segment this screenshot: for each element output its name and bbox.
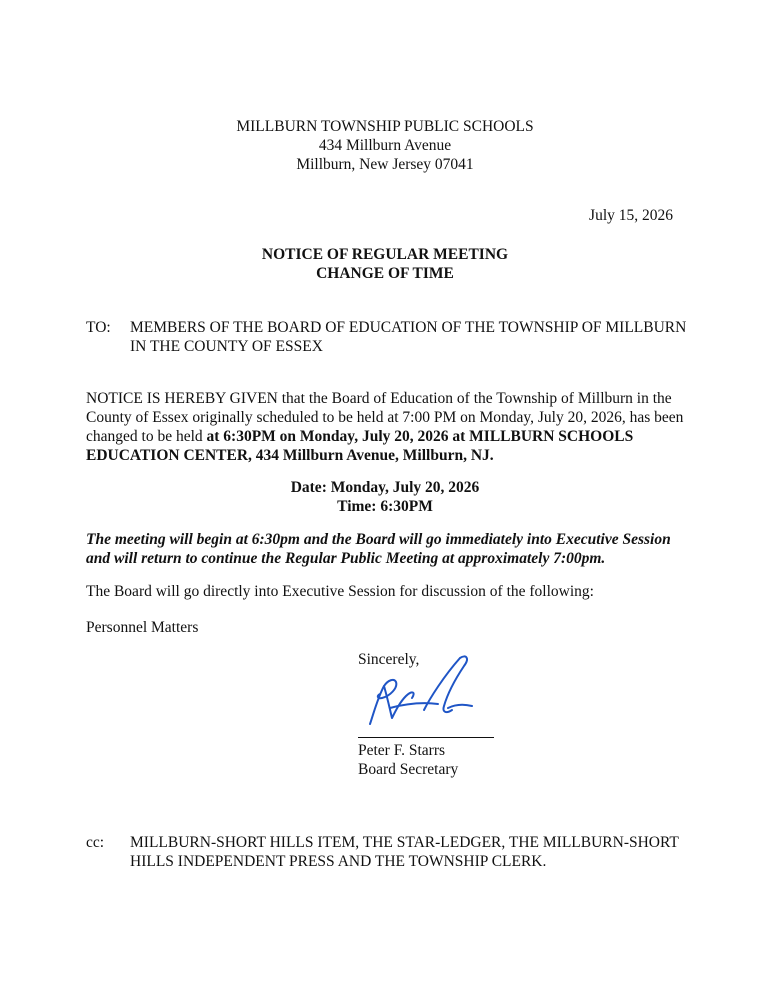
notice-paragraph — [86, 389, 686, 465]
session-intro: The Board will go directly into Executive Session for discussion of the following: — [86, 583, 594, 600]
meeting-date: Date: Monday, July 20, 2026 — [290, 479, 480, 496]
executive-note-line2: and will return to continue the Regular Public Meeting at approximately 7:00pm. — [86, 550, 606, 567]
notice-title — [0, 245, 770, 283]
executive-note — [86, 530, 686, 568]
to-line2: IN THE COUNTY OF ESSEX — [130, 338, 323, 355]
signer-block — [358, 741, 458, 779]
cc-label: cc: — [86, 834, 105, 851]
org-name: MILLBURN TOWNSHIP PUBLIC SCHOOLS — [236, 118, 534, 135]
to-recipients — [130, 318, 690, 356]
signature-line — [358, 737, 494, 738]
cc-line1: MILLBURN-SHORT HILLS ITEM, THE STAR-LEDGER, THE MILLBURN-SHORT — [130, 834, 679, 851]
notice-line4-bold: EDUCATION CENTER, 434 Millburn Avenue, Millburn, NJ. — [86, 447, 494, 464]
executive-note-line1: The meeting will begin at 6:30pm and the Board will go immediately into Executive Session — [86, 531, 671, 548]
org-city: Millburn, New Jersey 07041 — [296, 156, 474, 173]
org-street: 434 Millburn Avenue — [318, 137, 452, 154]
meeting-datetime — [0, 478, 770, 516]
handwritten-signature — [360, 652, 480, 732]
signer-title: Board Secretary — [358, 761, 459, 778]
to-label: TO: — [86, 319, 111, 336]
notice-line3 — [86, 427, 686, 446]
notice-line3-bold: at 6:30PM on Monday, July 20, 2026 at MILLBURN SCHOOLS — [206, 428, 634, 445]
cc-line2: HILLS INDEPENDENT PRESS AND THE TOWNSHIP CLERK. — [130, 853, 547, 870]
notice-title-line2: CHANGE OF TIME — [316, 265, 454, 282]
signer-name: Peter F. Starrs — [358, 742, 446, 759]
cc-recipients — [130, 833, 690, 871]
notice-line1: NOTICE IS HEREBY GIVEN that the Board of Education of the Township of Millburn in the — [86, 390, 672, 407]
session-topic: Personnel Matters — [86, 619, 199, 636]
meeting-time: Time: 6:30PM — [337, 498, 433, 515]
notice-line2: County of Essex originally scheduled to be held at 7:00 PM on Monday, July 20, 2026, has been — [86, 409, 684, 426]
closing: Sincerely, — [358, 651, 420, 668]
to-line1: MEMBERS OF THE BOARD OF EDUCATION OF THE TOWNSHIP OF MILLBURN — [130, 319, 687, 336]
letterhead — [0, 117, 770, 174]
notice-line3-plain: changed to be held — [86, 428, 207, 445]
notice-title-line1: NOTICE OF REGULAR MEETING — [261, 246, 509, 263]
letter-date: July 15, 2026 — [589, 207, 673, 224]
